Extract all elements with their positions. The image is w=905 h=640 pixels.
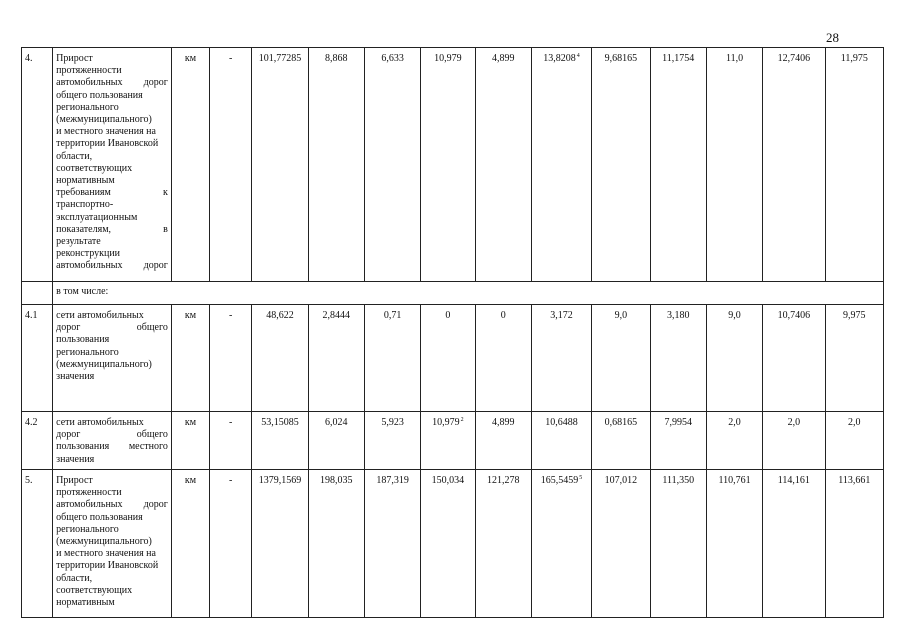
value-cell	[650, 48, 706, 282]
table-row	[22, 470, 884, 618]
value-text: 5,923	[381, 417, 404, 428]
value-text: 4,899	[491, 417, 515, 428]
indicator-name-line: сети автомобильных	[56, 310, 144, 321]
value-cell	[763, 470, 825, 618]
value-text: 101,77285	[258, 53, 302, 64]
indicator-name-line: Прирост	[56, 475, 93, 486]
value-cell	[531, 48, 591, 282]
indicator-name-line: территории Ивановской	[56, 560, 159, 572]
table-row	[22, 282, 884, 305]
value-cell	[825, 470, 883, 618]
value-cell	[592, 470, 650, 618]
indicator-name-line: сети автомобильных	[56, 417, 144, 428]
value-cell	[706, 305, 762, 412]
value-cell	[825, 305, 883, 412]
value-cell	[592, 412, 650, 470]
indicator-name-line: результате	[56, 236, 101, 248]
indicator-name-cell	[53, 48, 172, 282]
unit-cell: км	[171, 305, 209, 412]
dash-cell: -	[210, 412, 252, 470]
indicator-name-line: показателям, в	[56, 223, 168, 235]
value-text: 0	[500, 310, 506, 321]
row-number-cell: 4.2	[22, 412, 53, 470]
value-text: 9,975	[843, 310, 866, 321]
indicator-name-line: нормативным	[56, 597, 115, 609]
indicator-name-cell	[53, 470, 172, 618]
value-cell	[650, 470, 706, 618]
indicator-name-line: эксплуатационным	[56, 211, 138, 223]
value-text: 165,5459	[540, 475, 579, 486]
indicator-name-line: регионального	[56, 523, 119, 535]
value-cell	[364, 48, 420, 282]
indicator-name-line: пользования местного	[56, 441, 168, 453]
value-cell	[364, 412, 420, 470]
footnote-marker: 2	[460, 417, 464, 423]
indicator-name-line: Прирост	[56, 53, 93, 64]
value-text: 3,180	[666, 310, 690, 321]
indicator-name-line: протяженности	[56, 65, 122, 77]
dash-cell: -	[210, 48, 252, 282]
indicator-name-line: транспортно-	[56, 199, 114, 211]
indicator-name-line: требованиям к	[56, 187, 168, 199]
value-cell	[475, 470, 531, 618]
value-cell	[531, 305, 591, 412]
value-text: 9,0	[728, 310, 741, 321]
value-text: 11,0	[725, 53, 744, 64]
value-text: 198,035	[320, 475, 353, 486]
value-cell	[421, 305, 475, 412]
value-text: 11,975	[840, 53, 868, 64]
indicator-name-line: соответствующих	[56, 162, 133, 174]
dash-cell: -	[210, 470, 252, 618]
indicator-name-line: области,	[56, 150, 93, 162]
value-text: 107,012	[604, 475, 638, 486]
indicator-name-cell	[53, 305, 172, 412]
unit-cell: км	[171, 470, 209, 618]
value-cell	[252, 48, 308, 282]
indicator-name-line: (межмуниципального)	[56, 536, 152, 548]
indicator-name-line: общего пользования	[56, 511, 143, 523]
indicator-name-line: протяженности	[56, 487, 122, 499]
indicator-name-line: автомобильных дорог	[56, 260, 168, 272]
value-text: 187,319	[376, 475, 409, 486]
value-text: 10,979	[432, 417, 460, 428]
indicator-name-line: регионального	[56, 101, 119, 113]
value-cell	[706, 412, 762, 470]
row-number-cell	[22, 282, 53, 305]
indicator-name-cell	[53, 412, 172, 470]
table-row	[22, 48, 884, 282]
value-cell	[308, 48, 364, 282]
value-cell	[825, 412, 883, 470]
value-text: 2,0	[848, 417, 861, 428]
value-cell	[252, 470, 308, 618]
value-cell	[531, 470, 591, 618]
value-text: 110,761	[718, 475, 751, 486]
value-cell	[475, 412, 531, 470]
indicators-table	[21, 47, 884, 618]
value-cell	[531, 412, 591, 470]
footnote-marker: 5	[579, 475, 583, 481]
value-text: 111,350	[662, 475, 695, 486]
value-cell	[650, 305, 706, 412]
row-number-cell: 5.	[22, 470, 53, 618]
value-cell	[308, 470, 364, 618]
page-number: 28	[826, 30, 839, 45]
value-cell	[475, 48, 531, 282]
value-cell	[252, 305, 308, 412]
value-text: 121,278	[486, 475, 520, 486]
value-text: 0,68165	[604, 417, 638, 428]
value-text: 53,15085	[261, 417, 299, 428]
value-text: 9,68165	[604, 53, 638, 64]
indicator-name-line: дорог общего	[56, 322, 168, 334]
subheader-cell: в том числе:	[53, 282, 884, 305]
value-text: 7,9954	[664, 417, 692, 428]
indicator-name-line: территории Ивановской	[56, 138, 159, 150]
row-number-cell: 4.	[22, 48, 53, 282]
value-cell	[308, 412, 364, 470]
value-text: 12,7406	[777, 53, 811, 64]
value-cell	[364, 470, 420, 618]
indicator-name-line: нормативным	[56, 175, 115, 187]
value-text: 10,7406	[777, 310, 811, 321]
value-cell	[421, 48, 475, 282]
value-text: 48,622	[266, 310, 294, 321]
value-cell	[650, 412, 706, 470]
unit-cell: км	[171, 412, 209, 470]
indicator-name-line: и местного значения на	[56, 548, 156, 560]
value-cell	[763, 305, 825, 412]
value-text: 10,979	[434, 53, 462, 64]
value-text: 1379,1569	[258, 475, 302, 486]
value-text: 0,71	[383, 310, 402, 321]
table-body	[22, 48, 884, 618]
value-cell	[421, 412, 475, 470]
indicator-name-line: и местного значения на	[56, 126, 156, 138]
value-cell	[308, 305, 364, 412]
value-text: 113,661	[838, 475, 871, 486]
indicator-name-line: соответствующих	[56, 584, 133, 596]
value-cell	[592, 48, 650, 282]
value-text: 6,633	[381, 53, 404, 64]
value-text: 0	[445, 310, 451, 321]
value-cell	[475, 305, 531, 412]
value-text: 8,868	[325, 53, 348, 64]
value-cell	[706, 470, 762, 618]
indicator-name-line: значения	[56, 453, 95, 465]
indicator-name-line: реконструкции	[56, 248, 121, 260]
indicator-name-line: (межмуниципального)	[56, 114, 152, 126]
value-text: 13,8208	[543, 53, 576, 64]
indicator-name-line: значения	[56, 371, 95, 383]
value-cell	[421, 470, 475, 618]
value-cell	[706, 48, 762, 282]
value-text: 6,024	[325, 417, 348, 428]
value-cell	[763, 412, 825, 470]
indicator-name-line: автомобильных дорог	[56, 77, 168, 89]
dash-cell: -	[210, 305, 252, 412]
value-text: 150,034	[431, 475, 465, 486]
value-text: 10,6488	[545, 417, 578, 428]
value-text: 11,1754	[662, 53, 695, 64]
value-cell	[592, 305, 650, 412]
indicator-name-line: автомобильных дорог	[56, 499, 168, 511]
indicator-name-line: пользования	[56, 334, 110, 346]
value-text: 2,0	[728, 417, 741, 428]
value-text: 4,899	[491, 53, 515, 64]
value-cell	[763, 48, 825, 282]
value-cell	[364, 305, 420, 412]
value-cell	[252, 412, 308, 470]
indicator-name-line: регионального	[56, 346, 119, 358]
value-text: 9,0	[614, 310, 628, 321]
unit-cell: км	[171, 48, 209, 282]
value-text: 114,161	[777, 475, 810, 486]
indicator-name-line: области,	[56, 572, 93, 584]
value-text: 2,0	[787, 417, 801, 428]
value-cell	[825, 48, 883, 282]
row-number-cell: 4.1	[22, 305, 53, 412]
value-text: 2,8444	[322, 310, 351, 321]
table-row	[22, 305, 884, 412]
indicator-name-line: общего пользования	[56, 89, 143, 101]
indicator-name-line: (межмуниципального)	[56, 358, 152, 370]
value-text: 3,172	[550, 310, 573, 321]
table-row	[22, 412, 884, 470]
indicator-name-line: дорог общего	[56, 429, 168, 441]
footnote-marker: 4	[576, 53, 580, 59]
